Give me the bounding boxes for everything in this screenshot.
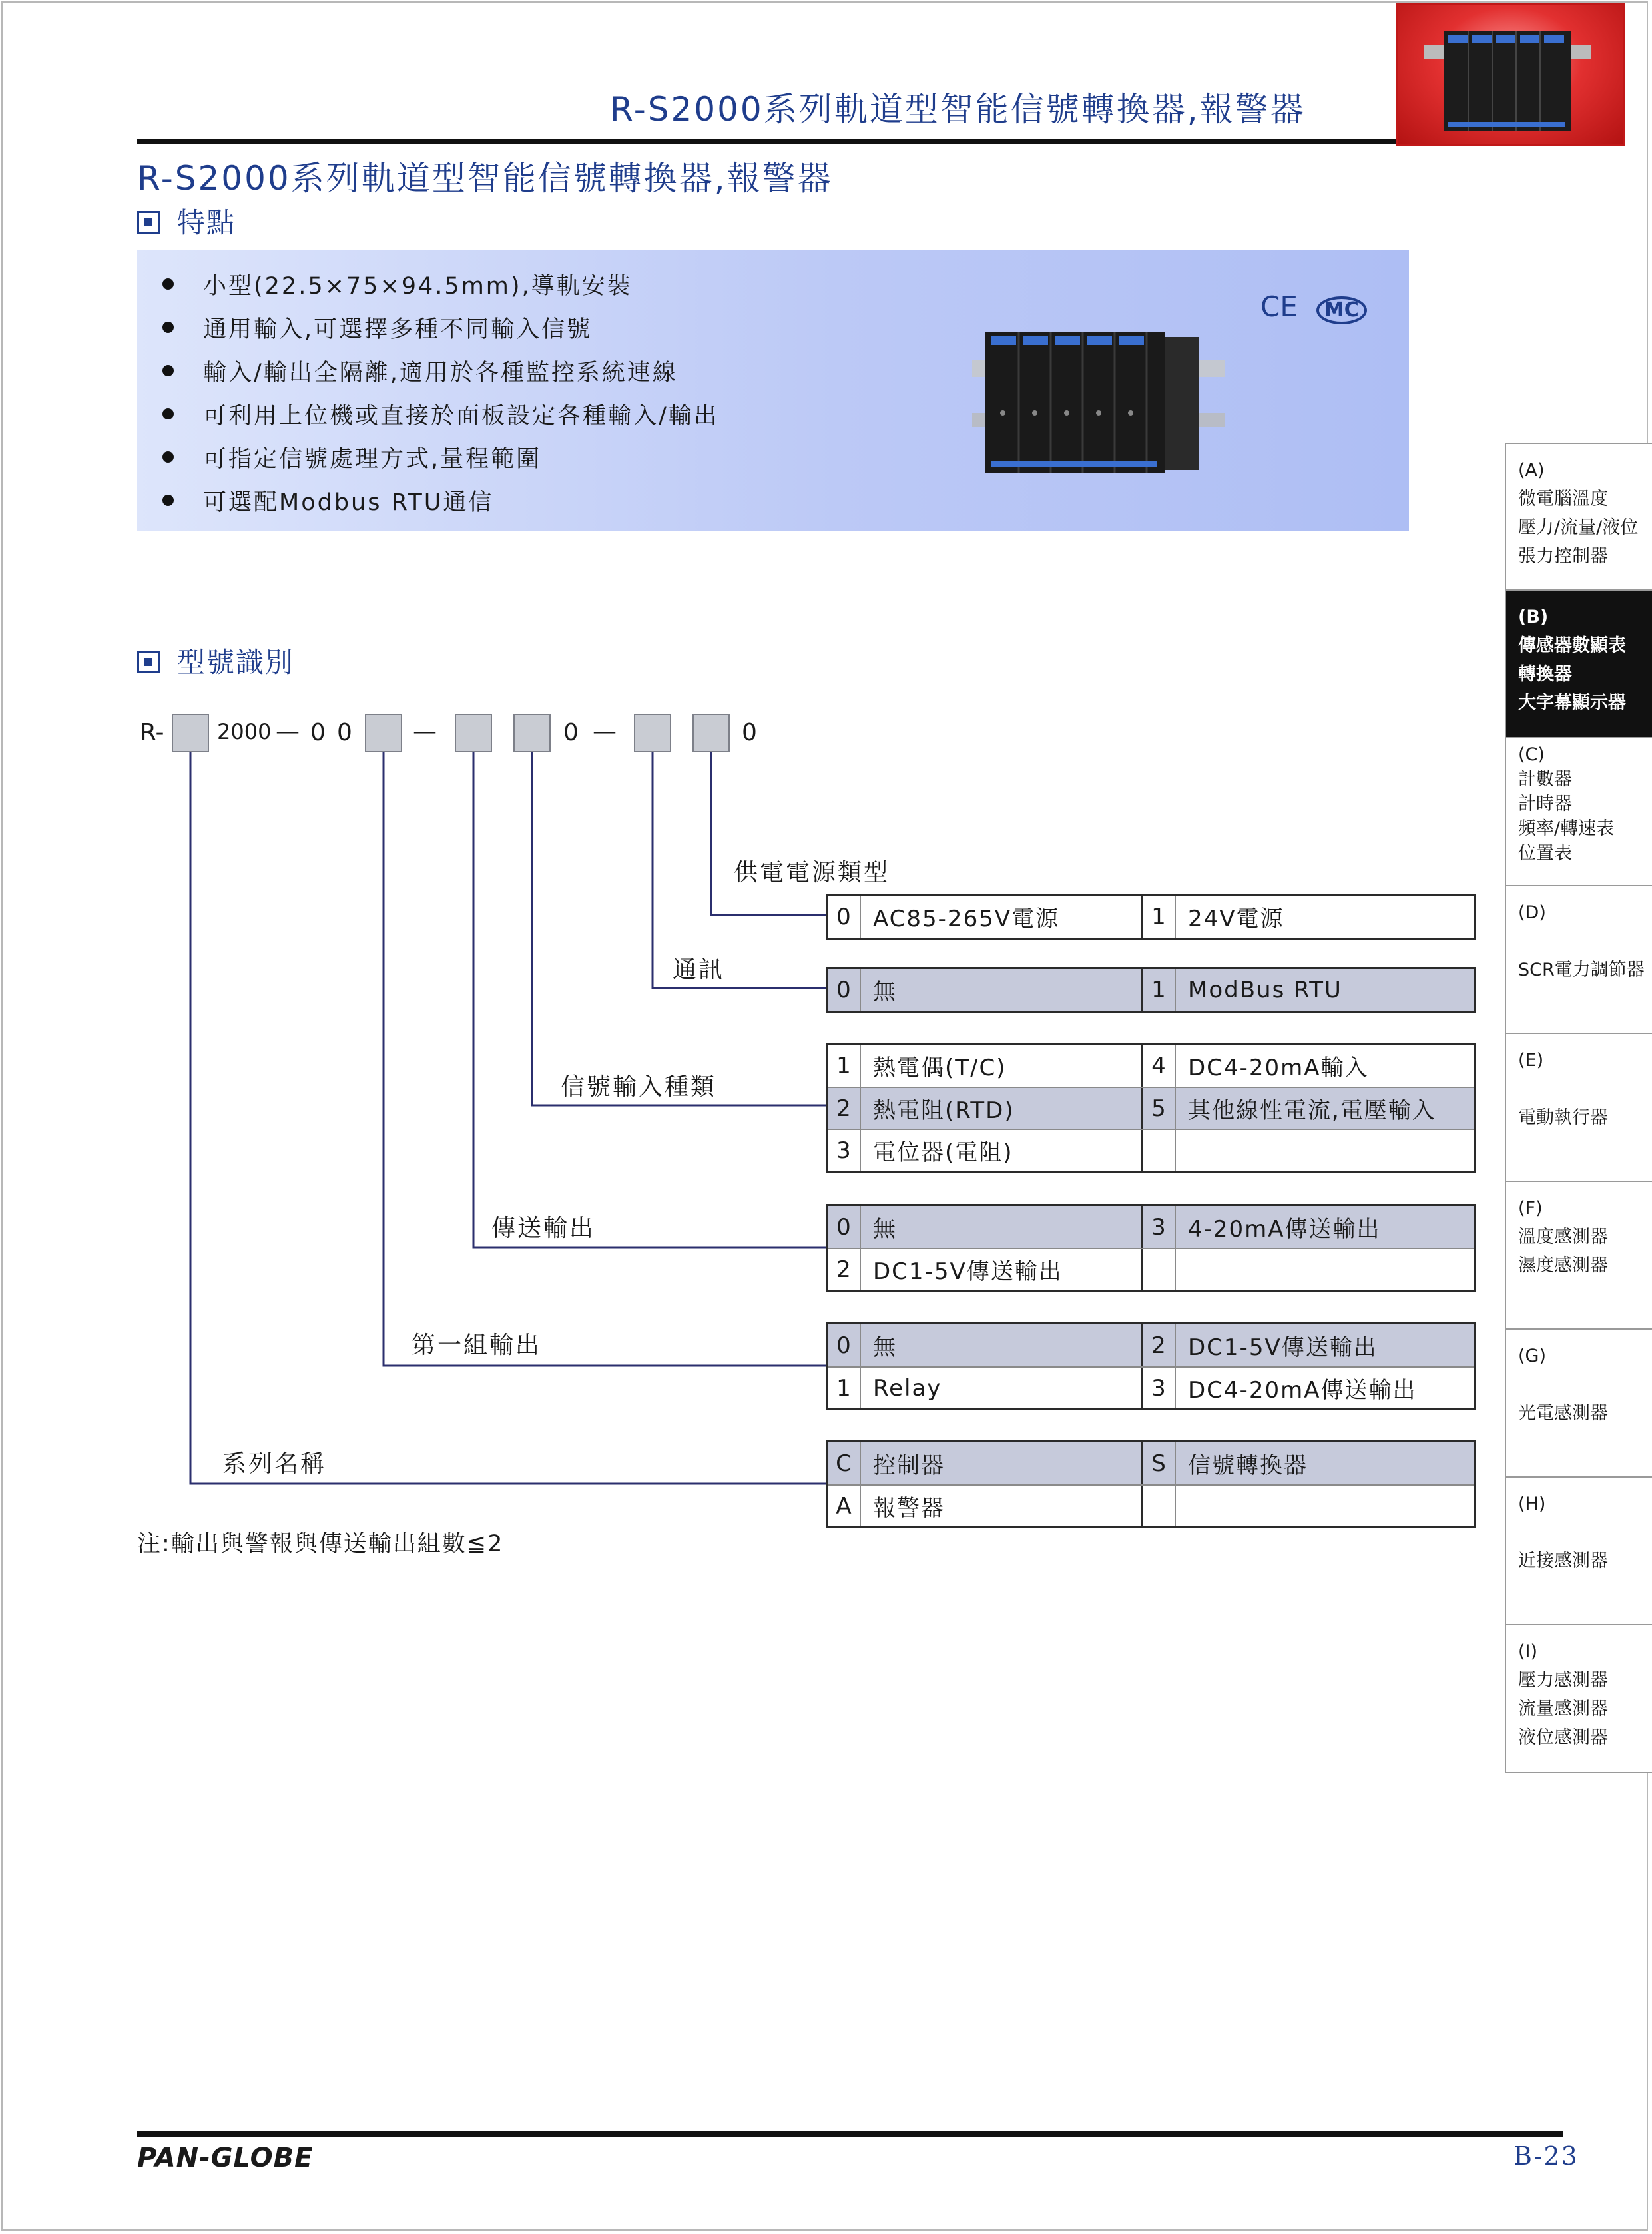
group-label-transmit-output: 傳送輸出 bbox=[491, 1215, 596, 1242]
nav-item-e[interactable]: (E) 電動執行器 bbox=[1505, 1034, 1652, 1182]
group-label-communication: 通訊 bbox=[673, 956, 725, 983]
table-row: 1 Relay 3 DC4-20mA傳送輸出 bbox=[828, 1366, 1474, 1408]
table-communication bbox=[826, 967, 1476, 1013]
table-signal-input bbox=[826, 1043, 1476, 1173]
table-row: A 報警器 bbox=[828, 1484, 1474, 1526]
code-dash: — bbox=[593, 718, 617, 745]
feature-item: 可指定信號處理方式,量程範圍 bbox=[162, 435, 719, 479]
table-row: 2 熱電阻(RTD) 5 其他線性電流,電壓輸入 bbox=[828, 1087, 1474, 1129]
table-row: 2 DC1-5V傳送輸出 bbox=[828, 1248, 1474, 1290]
footnote: 注:輸出與警報與傳送輸出組數≦2 bbox=[137, 1531, 504, 1557]
code-dash: — bbox=[413, 718, 437, 745]
nav-item-b-active[interactable]: (B) 傳感器數顯表 轉換器 大字幕顯示器 bbox=[1505, 591, 1652, 738]
feature-item: 輸入/輸出全隔離,適用於各種監控系統連線 bbox=[162, 349, 719, 392]
page-number: B-23 bbox=[1514, 2141, 1579, 2171]
footer-rule bbox=[137, 2131, 1563, 2137]
code-dash: — bbox=[276, 718, 300, 745]
main-title: R-S2000系列軌道型智能信號轉換器,報警器 bbox=[137, 159, 833, 198]
table-row: 0 無 2 DC1-5V傳送輸出 bbox=[828, 1324, 1474, 1366]
side-nav bbox=[1505, 443, 1652, 1773]
table-series-name bbox=[826, 1440, 1476, 1528]
nav-item-c[interactable]: (C) 計數器 計時器 頻率/轉速表 位置表 bbox=[1505, 738, 1652, 886]
nav-item-i[interactable]: (I) 壓力感測器 流量感測器 液位感測器 bbox=[1505, 1625, 1652, 1773]
code-fixed-zero: 0 bbox=[337, 719, 352, 746]
code-fixed-zero: 0 bbox=[742, 719, 757, 746]
features-heading-text: 特點 bbox=[177, 206, 236, 239]
table-transmit-output bbox=[826, 1204, 1476, 1292]
table-row: 0 AC85-265V電源 1 24V電源 bbox=[828, 896, 1474, 938]
group-label-series-name: 系列名稱 bbox=[222, 1450, 327, 1478]
feature-item: 可利用上位機或直接於面板設定各種輸入/輸出 bbox=[162, 392, 719, 435]
table-first-output bbox=[826, 1322, 1476, 1410]
table-row: C 控制器 S 信號轉換器 bbox=[828, 1442, 1474, 1484]
mc-mark-icon: MC bbox=[1316, 296, 1367, 324]
code-prefix: R- bbox=[140, 719, 164, 746]
code-fixed-zero: 0 bbox=[563, 719, 579, 746]
model-heading-text: 型號識別 bbox=[177, 646, 295, 679]
table-power-supply bbox=[826, 894, 1476, 940]
pan-globe-logo: PAN-GLOBE bbox=[137, 2143, 314, 2173]
table-row: 3 電位器(電阻) bbox=[828, 1129, 1474, 1171]
nav-item-h[interactable]: (H) 近接感測器 bbox=[1505, 1478, 1652, 1625]
nav-item-a[interactable]: (A) 微電腦溫度 壓力/流量/液位 張力控制器 bbox=[1505, 443, 1652, 591]
ce-mark-icon: CE bbox=[1260, 290, 1298, 323]
feature-item: 小型(22.5×75×94.5mm),導軌安裝 bbox=[162, 262, 719, 306]
table-row: 1 熱電偶(T/C) 4 DC4-20mA輸入 bbox=[828, 1045, 1474, 1087]
table-row: 0 無 3 4-20mA傳送輸出 bbox=[828, 1206, 1474, 1248]
code-model-number: 2000 bbox=[217, 719, 272, 744]
header-title: R-S2000系列軌道型智能信號轉換器,報警器 bbox=[610, 90, 1306, 129]
feature-item: 可選配Modbus RTU通信 bbox=[162, 479, 719, 522]
nav-item-d[interactable]: (D) SCR電力調節器 bbox=[1505, 886, 1652, 1034]
group-label-first-output: 第一組輸出 bbox=[412, 1332, 542, 1359]
table-row: 0 無 1 ModBus RTU bbox=[828, 969, 1474, 1011]
code-fixed-zero: 0 bbox=[310, 719, 326, 746]
feature-item: 通用輸入,可選擇多種不同輸入信號 bbox=[162, 306, 719, 349]
group-label-power: 供電電源類型 bbox=[734, 859, 890, 886]
nav-item-g[interactable]: (G) 光電感測器 bbox=[1505, 1330, 1652, 1478]
group-label-signal-input: 信號輸入種類 bbox=[561, 1073, 717, 1101]
nav-item-f[interactable]: (F) 溫度感測器 濕度感測器 bbox=[1505, 1182, 1652, 1330]
